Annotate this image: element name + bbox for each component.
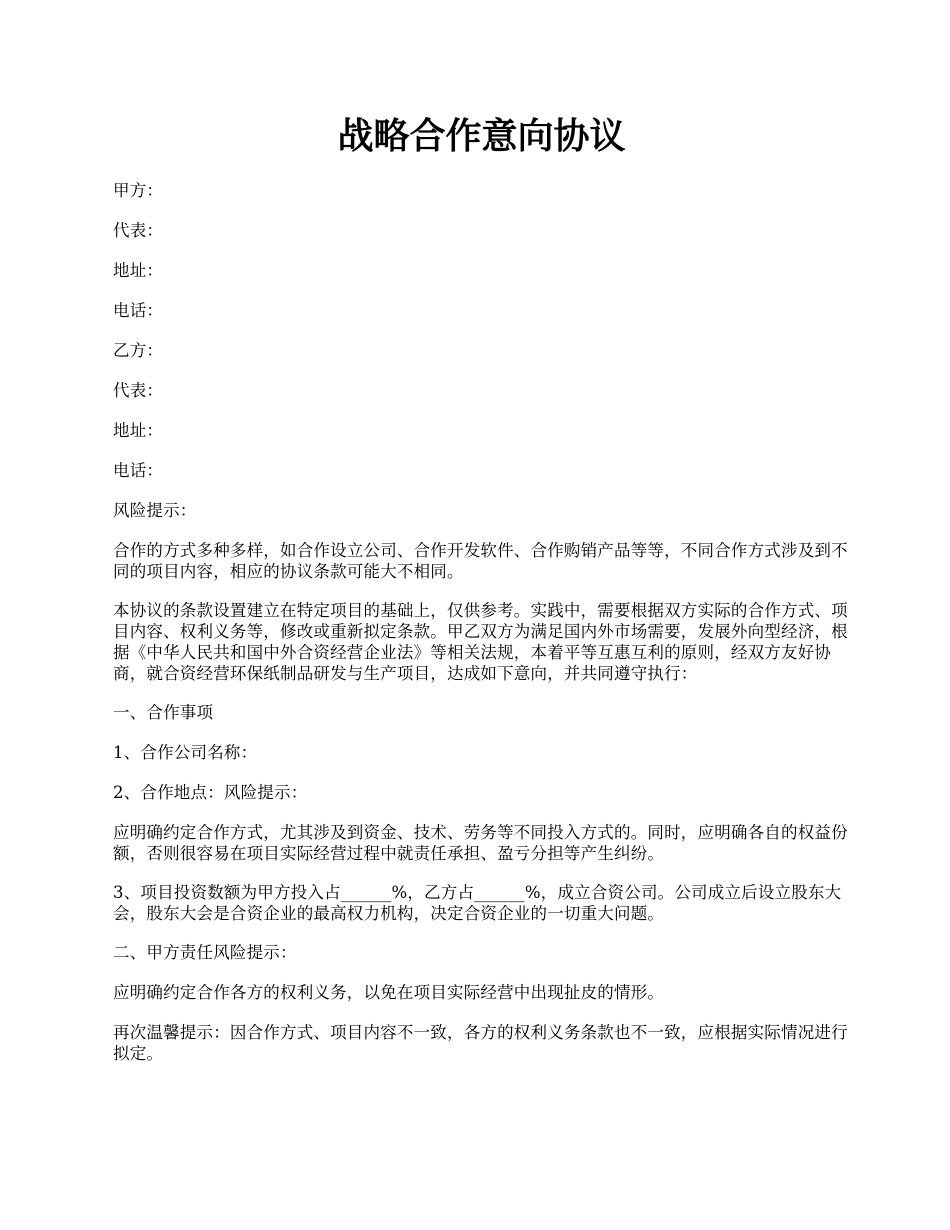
paragraph-rights-obligations: 应明确约定合作各方的权利义务，以免在项目实际经营中出现扯皮的情形。 xyxy=(113,983,665,1002)
section-heading-cooperation: 一、合作事项 xyxy=(113,703,214,722)
item-location: 2、合作地点：风险提示： xyxy=(113,783,308,802)
document-title: 战略合作意向协议 xyxy=(337,115,626,157)
party-a-address: 地址： xyxy=(113,261,164,280)
item-investment: 3、项目投资数额为甲方投入占______%，乙方占______%，成立合资公司。公司成立后设立股东大会，股东大会是合资企业的最高权力机构，决定合资企业的一切重大问题。 xyxy=(113,883,842,923)
item-company-name: 1、合作公司名称： xyxy=(113,743,258,762)
paragraph-cooperation-terms: 应明确约定合作方式，尤其涉及到资金、技术、劳务等不同投入方式的。同时，应明确各自的权益份额，否则很容易在项目实际经营过程中就责任承担、盈亏分担等产生纠纷。 xyxy=(113,823,848,863)
paragraph-cooperation-methods: 合作的方式多种多样，如合作设立公司、合作开发软件、合作购销产品等等，不同合作方式涉及到不同的项目内容，相应的协议条款可能大不相同。 xyxy=(113,541,848,581)
paragraph-agreement-basis: 本协议的条款设置建立在特定项目的基础上，仅供参考。实践中，需要根据双方实际的合作方式、项目内容、权利义务等，修改或重新拟定条款。甲乙双方为满足国内外市场需要，发展外向型经济，根据《中华人民共和国中外合资经营企业法》等相关法规，本着平等互惠互利的原则，经双方友好协商，就合资经营环保纸制品研发与生产项目，达成如下意向，并共同遵守执行： xyxy=(113,601,848,683)
party-a-phone: 电话： xyxy=(113,301,164,320)
party-b-phone: 电话： xyxy=(113,461,164,480)
document-body xyxy=(113,180,850,1082)
party-b-representative: 代表： xyxy=(113,381,164,400)
section-heading-party-a: 二、甲方责任风险提示： xyxy=(113,943,297,962)
paragraph-reminder: 再次温馨提示：因合作方式、项目内容不一致，各方的权利义务条款也不一致，应根据实际情况进行拟定。 xyxy=(113,1023,848,1063)
party-b-address: 地址： xyxy=(113,421,164,440)
risk-heading: 风险提示： xyxy=(113,501,197,520)
party-a-label: 甲方： xyxy=(113,181,164,200)
party-b-label: 乙方： xyxy=(113,341,164,360)
party-a-representative: 代表： xyxy=(113,221,164,240)
